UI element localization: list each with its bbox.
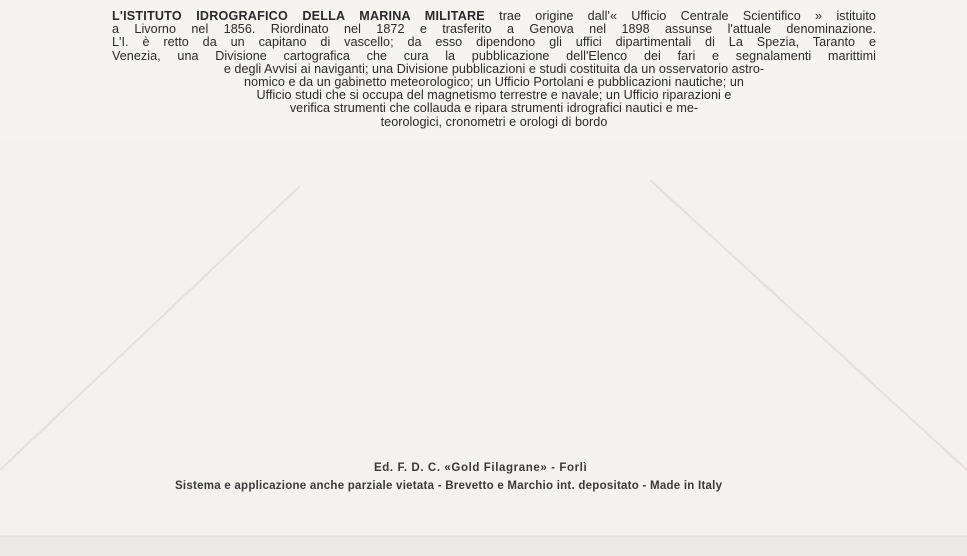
description-line-2: a Livorno nel 1856. Riordinato nel 1872 e trasferito a Genova nel 1898 assunse l'attuale denominazione. (112, 22, 876, 37)
institute-description (112, 10, 876, 129)
institute-name: L'ISTITUTO IDROGRAFICO DELLA MARINA MILITARE (112, 9, 485, 23)
description-line-6: nomico e da un gabinetto meteorologico; un Ufficio Portolani e pubblicazioni nautiche; un (244, 75, 744, 90)
description-line-4: Venezia, una Divisione cartografica che cura la pubblicazione dell'Elenco dei fari e segnalamenti marittimi (112, 48, 876, 63)
publisher-imprint: Ed. F. D. C. «Gold Filagrane» - Forlì (374, 462, 588, 474)
description-line-3: L'I. è retto da un capitano di vascello; da esso dipendono gli uffici dipartimentali di La Spezia, Taranto e (112, 35, 876, 50)
description-line-9: teorologici, cronometri e orologi di bordo (380, 114, 608, 129)
legal-notice: Sistema e applicazione anche parziale vietata - Brevetto e Marchio int. depositato - Made in Italy (175, 480, 723, 492)
description-line-7: Ufficio studi che si occupa del magnetismo terrestre e navale; un Ufficio riparazioni e (256, 88, 732, 103)
description-line-8: verifica strumenti che collauda e ripara strumenti idrografici nautici e me- (289, 101, 699, 116)
description-line-1: L'ISTITUTO IDROGRAFICO DELLA MARINA MILITARE trae origine dall'« Ufficio Centrale Scientifico » istituito (112, 9, 876, 23)
description-line-5: e degli Avvisi ai naviganti; una Divisione pubblicazioni e studi costituita da un osservatorio astro- (223, 61, 765, 76)
